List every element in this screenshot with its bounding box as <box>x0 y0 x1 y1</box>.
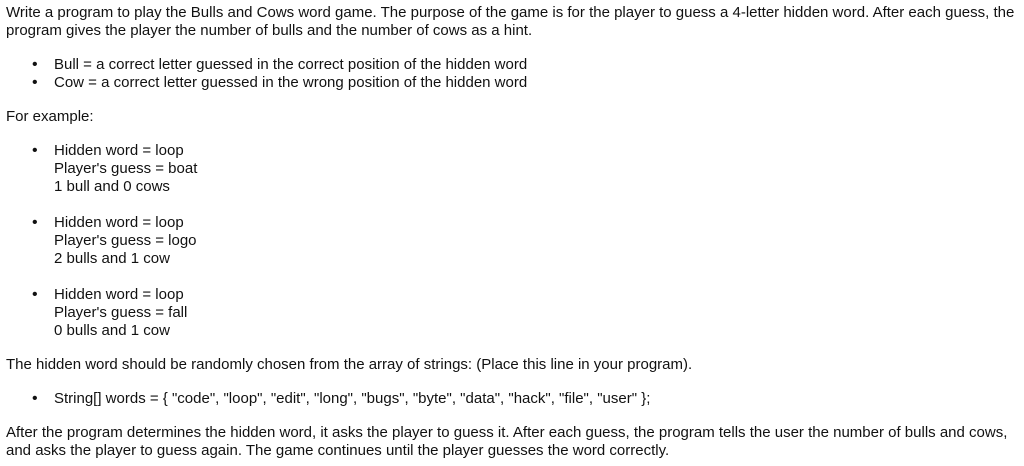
example-player-guess: Player's guess = fall <box>54 304 188 321</box>
code-line: • String[] words = { "code", "loop", "edit", "long", "bugs", "byte", "data", "hack", "file", "user" }; <box>6 390 1018 408</box>
code-list <box>6 390 1018 408</box>
example-hidden-word: • Hidden word = loop <box>54 142 184 159</box>
definition-cow: • Cow = a correct letter guessed in the wrong position of the hidden word <box>6 74 1018 92</box>
example-result: 2 bulls and 1 cow <box>54 250 170 267</box>
random-instruction: The hidden word should be randomly chosen from the array of strings: (Place this line in your program). <box>6 356 693 373</box>
example-item <box>6 286 1018 340</box>
example-hidden-word: • Hidden word = loop <box>54 214 184 231</box>
definition-bull: • Bull = a correct letter guessed in the correct position of the hidden word <box>6 56 1018 74</box>
example-result: 1 bull and 0 cows <box>54 178 170 195</box>
example-result: 0 bulls and 1 cow <box>54 322 170 339</box>
example-label: For example: <box>6 108 94 125</box>
example-item <box>6 214 1018 268</box>
example-player-guess: Player's guess = boat <box>54 160 198 177</box>
example-player-guess: Player's guess = logo <box>54 232 197 249</box>
example-hidden-word: • Hidden word = loop <box>54 286 184 303</box>
examples-list <box>6 142 1018 340</box>
example-item <box>6 142 1018 196</box>
intro-paragraph: Write a program to play the Bulls and Cows word game. The purpose of the game is for the player to guess a 4-letter hidden word. After each guess, the program gives the player the number of bulls and the number of cows as a hint. <box>6 4 1015 39</box>
definitions-list <box>6 56 1018 92</box>
outro-paragraph: After the program determines the hidden word, it asks the player to guess it. After each guess, the program tells the user the number of bulls and cows, and asks the player to guess again. The game continues until the player guesses the word correctly. <box>6 424 1008 459</box>
